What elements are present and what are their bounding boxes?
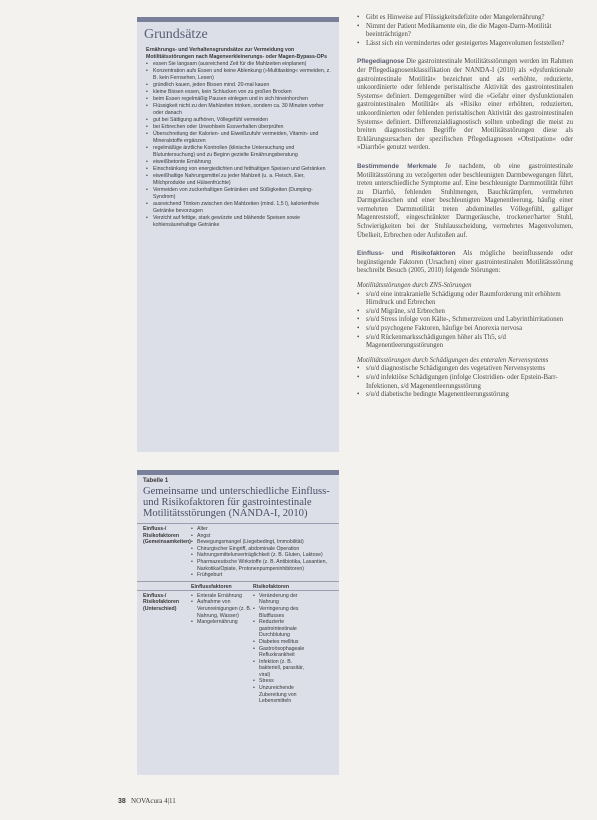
para-text: Als mögliche beeinflussende oder begünstigende Faktoren (Ursachen) einer gastrointestinalen Motilitätsstörung beschreibt Besuch (2005, 2010) folgende Störungen: xyxy=(357,250,573,275)
list-item: • Verzicht auf fettige, stark gewürzte und blähende Speisen sowie kohlensäurehaltige Getränke xyxy=(146,215,334,229)
column-headers xyxy=(137,581,339,590)
row-label: Einfluss-/ Risikofaktoren (Unterschied) xyxy=(143,592,180,612)
list-item: • beim Essen regelmäßig Pausen einlegen und in sich hineinhorchen xyxy=(146,96,334,103)
list-item: • Verringerung des Blutflusses xyxy=(253,606,315,619)
merkmale-para xyxy=(357,163,573,240)
principles-list xyxy=(137,61,339,229)
list-item: • Gibt es Hinweise auf Flüssigkeitsdefizite oder Mangelernährung? xyxy=(357,14,573,23)
list-item: • s/u/d infektiöse Schädigungen (infolge Clostridien- oder Epstein-Barr-Infektionen, s/d Magenentleerungsstörung xyxy=(357,374,573,391)
list-item: • Stress xyxy=(253,678,315,685)
list-item: • Angst xyxy=(191,533,333,540)
list-item: • Reduzierte gastrointestinale Durchblutung xyxy=(253,619,315,639)
page-footer xyxy=(118,797,176,805)
zns-head: Motilitätsstörungen durch ZNS-Störungen xyxy=(357,282,472,290)
list-item: • s/u/d Rückenmarksschädigungen höher als Th5, s/d Magenentleerungsstörungen xyxy=(357,334,573,351)
table-box xyxy=(137,470,339,775)
list-item: • Chirurgischer Eingriff, abdominale Operation xyxy=(191,546,333,553)
right-column xyxy=(357,14,573,400)
list-item: • regelmäßige ärztliche Kontrollen (klinische Untersuchung und Blutuntersuchung) und zu Beginn gezielte Ernährungsberatung xyxy=(146,145,334,159)
box-title: Grundsätze xyxy=(144,27,208,42)
para-text: Die gastrointestinale Motilitätsstörungen werden im Rahmen der Pflegediagnosenklassifikation der NANDA-I (2010) als »dysfunktionale gastrointestinale Motilität« bezeichnet und als »erhöhte, reduzierte, unkoordinierte oder fehlende peristaltische Aktivität des gastrointestinalen Systems« definiert. Demgegenüber wird die »Gefahr einer dysfunktionalen gastrointestinalen Motilität« als »Risiko einer erhöhten, reduzierten, unkoordinierten oder fehlenden peristaltischen Aktivität des gastrointestinalen Systems« definiert. Differenzialdiagnostisch sollten unbedingt die meist zu breiten diagnostischen Begriffe der Motilitätsstörungen diese als Erklärungsursachen der spezifischen Pflegediagnosen »Obstipation« oder »Diarrhö« genutzt werden. xyxy=(357,58,573,152)
list-item: • Lässt sich ein vermindertes oder gesteigertes Magenvolumen feststellen? xyxy=(357,40,573,49)
list-item: • ausreichend Trinken zwischen den Mahlzeiten (mind. 1,5 l), kalorienfreie Getränke bevorzugen xyxy=(146,201,334,215)
list-item: • Überschreitung der Kalorien- und Eiweißzufuhr vermeiden, Vitamin- und Mineralstoffe ergänzen xyxy=(146,131,334,145)
table-row-diff xyxy=(137,590,339,707)
list-item: • kleine Bissen essen, kein Schlucken von zu großen Brocken xyxy=(146,89,334,96)
einfluss-list xyxy=(191,593,253,626)
list-item: • Gastroösophageale Refluxkrankheit xyxy=(253,646,315,659)
zns-list xyxy=(357,291,573,351)
list-item: • s/u/d diabetische bedingte Magenentleerungsstörung xyxy=(357,391,573,400)
col-header-risiko: Risikofaktoren xyxy=(253,583,290,590)
list-item: • gut bei Sättigung aufhören, Völlegefühl vermeiden xyxy=(146,117,334,124)
list-item: • s/u/d psychogene Faktoren, häufige bei Anorexia nervosa xyxy=(357,325,573,334)
list-item: • Alter xyxy=(191,526,333,533)
list-item: • Frühgeburt xyxy=(191,572,333,579)
list-item: • Konzentration aufs Essen und keine Ablenkung (»Multitasking« vermeiden, z. B. kein Fernsehen, Lesen) xyxy=(146,68,334,82)
para-text: Je nachdem, ob eine gastrointestinale Motilitätsstörung zu verzögerten oder beschleunigten Darmbewegungen führt, treten unterschiedliche Symptome auf. Eine beschleunigte Darmmotilität führt zu Diarrhö, fehlenden Stuhlmengen, Bauchkrämpfen, vermehrten Darmgeräuschen und einer beschleunigten Magenentleerung, häufig einer vermehrten Darmmotilität treten abdominelles Völlegefühl, galliger Magenreststoff, eingeschränkter Darmgeräusche, trockener/harter Stuhl, Schwierigkeiten bei der Stuhlausscheidung, vermehrtes Magenvolumen, Übelkeit, Erbrechen oder Aufstoßen auf. xyxy=(357,162,573,239)
risiko-list xyxy=(253,593,315,705)
list-item: • Bewegungsmangel (Liegebedingt, Immobilität) xyxy=(191,539,333,546)
common-factors-list xyxy=(191,526,333,579)
section-head: Bestimmende Merkmale xyxy=(357,162,437,170)
list-item: • Diabetes mellitus xyxy=(253,639,315,646)
list-item: • eiweißhaltige Nahrungsmittel zu jeder Mahlzeit (u. a. Fleisch, Eier, Milchprodukte und Hülsenfrüchte) xyxy=(146,173,334,187)
list-item: • Vermeiden von zuckerhaltigen Getränken und Süßigkeiten (Dumping-Syndrom) xyxy=(146,187,334,201)
question-list xyxy=(357,14,573,48)
list-item: • Pharmazeutische Wirkstoffe (z. B. Antibiotika, Laxantien, Narkotika/Opiate, Protonenpumpeninhibitoren) xyxy=(191,559,333,572)
section-head: Einfluss- und Risikofaktoren xyxy=(357,250,456,258)
list-item: • Nahrungsmittelunverträglichkeit (z. B. Gluten, Laktose) xyxy=(191,552,333,559)
table-row-common xyxy=(137,523,339,581)
einfluss-para xyxy=(357,250,573,276)
table-title: Gemeinsame und unterschiedliche Einfluss- und Risikofaktoren für gastrointestinale Motilitätsstörungen (NANDA-I, 2010) xyxy=(143,486,330,519)
page-number: 38 xyxy=(118,798,126,805)
table-label: Tabelle 1 xyxy=(143,478,169,484)
list-item: • Enterale Ernährung xyxy=(191,593,253,600)
list-item: • essen Sie langsam (ausreichend Zeit für die Mahlzeiten einplanen) xyxy=(146,61,334,68)
list-item: • s/u/d diagnostische Schädigungen des vegetativen Nervensystems xyxy=(357,365,573,374)
list-item: • Infektion (z. B. bakteriell, parasitär, viral) xyxy=(253,659,315,679)
list-item: • Aufnahme von Verunreinigungen (z. B. Nahrung, Wasser) xyxy=(191,599,253,619)
list-item: • Unzureichende Zubereitung von Lebensmitteln xyxy=(253,685,315,705)
nerv-list xyxy=(357,365,573,399)
nerv-head: Motilitätsstörungen durch Schädigungen des enteralen Nervensystems xyxy=(357,356,549,364)
list-item: • eiweißbetonte Ernährung xyxy=(146,159,334,166)
list-item: • bei Erbrechen oder Unwohlsein Essverhalten überprüfen xyxy=(146,124,334,131)
pflegediagnose-para xyxy=(357,58,573,153)
row-label: Einfluss-/ Risikofaktoren (Gemeinsamkeiten) xyxy=(143,526,191,546)
list-item: • gründlich kauen, jeden Bissen mind. 20-mal kauen xyxy=(146,82,334,89)
list-item: • Einschränkung von energiedichten und fetthaltigen Speisen und Getränken xyxy=(146,166,334,173)
list-item: • s/u/d Migräne, s/d Erbrechen xyxy=(357,308,573,317)
list-item: • Veränderung der Nahrung xyxy=(253,593,315,606)
list-item: • Nimmt der Patient Medikamente ein, die die Magen-Darm-Motilität beeinträchtigen? xyxy=(357,23,573,40)
list-item: • s/u/d eine intrakranielle Schädigung oder Raumforderung mit erhöhtem Hirndruck und Erbrechen xyxy=(357,291,573,308)
journal-name: NOVAcura 4|11 xyxy=(131,797,176,805)
col-header-einfluss: Einflussfaktoren xyxy=(191,583,232,590)
list-item: • Mangelernährung xyxy=(191,619,253,626)
box-subtitle: Ernährungs- und Verhaltensgrundsätze zur Vermeidung von Motilitätsstörungen nach Magenverkleinerungs- oder Magen-Bypass-OPs xyxy=(146,47,328,60)
list-item: • s/u/d Stress infolge von Kälte-, Schmerzreizen und Labyrinthirritationen xyxy=(357,316,573,325)
list-item: • Flüssigkeit nicht zu den Mahlzeiten trinken, sondern ca. 30 Minuten vorher oder danach xyxy=(146,103,334,117)
grundsaetze-box xyxy=(137,17,339,452)
section-head: Pflegediagnose xyxy=(357,58,405,66)
